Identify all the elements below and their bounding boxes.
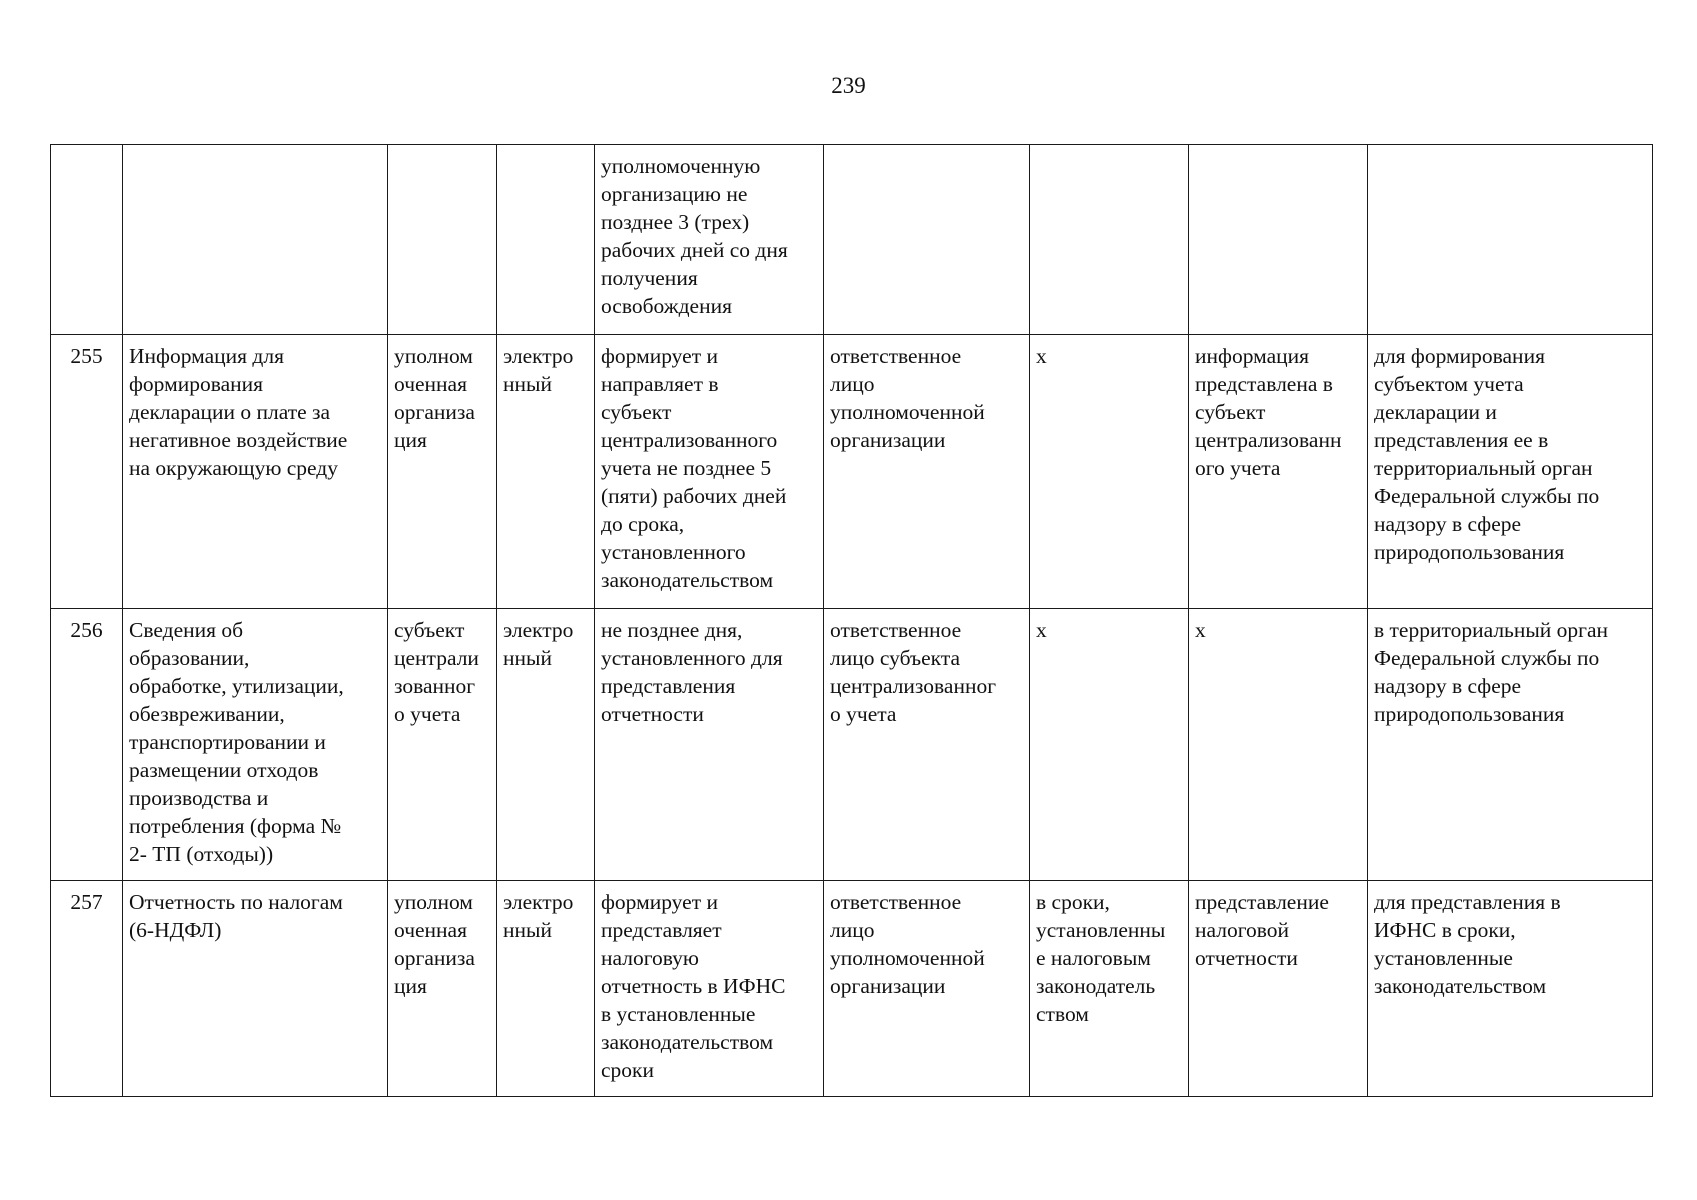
cell-text-line: в сроки, [1036,890,1110,914]
table-row [51,881,1653,1097]
cell-result [1189,609,1368,881]
cell-text-line: представляет [601,918,722,942]
cell-text-line: централизованного [601,428,778,452]
cell-text-line: в территориальный орган [1374,618,1609,642]
cell-text-line: на окружающую среду [129,456,338,480]
cell-text-line: субъект [601,400,672,424]
cell-text-line: налоговой [1195,918,1290,942]
cell-text-line: формирует и [601,890,718,914]
cell-text-line: уполномоченную [601,154,761,178]
cell-text-line: производства и [129,786,269,810]
cell-text-line: субъект [394,618,465,642]
page-number: 239 [831,73,866,98]
cell-text-line: рабочих дней со дня [601,238,788,262]
cell-text-line: централи [394,646,479,670]
cell-text-line: организацию не [601,182,748,206]
cell-text-line: ответственное [830,890,962,914]
cell-text-line: е налоговым [1036,946,1151,970]
cell-text-line: (6-НДФЛ) [129,918,222,942]
cell-text-line: формирует и [601,344,718,368]
cell-text-line: зованног [394,674,476,698]
cell-text-line: представление [1195,890,1329,914]
cell-text-line: нный [503,646,552,670]
cell-text-line: электро [503,344,574,368]
cell-text-line: формирования [129,372,264,396]
cell-text-line: электро [503,618,574,642]
table-row [51,145,1653,335]
cell-name [123,335,388,609]
cell-text-line: не позднее дня, [601,618,743,642]
cell-text-line: для представления в [1374,890,1561,914]
table-row [51,335,1653,609]
cell-procedure [595,881,824,1097]
cell-deadline [1030,881,1189,1097]
cell-text-line: обработке, утилизации, [129,674,344,698]
cell-source [388,609,497,881]
cell-text-line: декларации и [1374,400,1497,424]
cell-text-line: надзору в сфере [1374,512,1522,536]
cell-source [388,881,497,1097]
document-table [50,144,1653,1097]
cell-text-line: законодатель [1036,974,1156,998]
cell-text-line: уполномоченной [830,400,985,424]
cell-text-line: о учета [394,702,461,726]
cell-text-line: декларации о плате за [129,400,331,424]
cell-deadline [1030,609,1189,881]
cell-result [1189,145,1368,335]
cell-text-line: для формирования [1374,344,1545,368]
cell-text-line: отчетности [1195,946,1298,970]
cell-deadline [1030,145,1189,335]
cell-text-line: отчетности [601,702,704,726]
cell-text-line: территориальный орган [1374,456,1593,480]
cell-text-line: природопользования [1374,702,1565,726]
cell-text-line: централизованног [830,674,997,698]
cell-text-line: налоговую [601,946,699,970]
cell-text-line: установленны [1036,918,1166,942]
cell-text-line: потребления (форма № [129,814,342,838]
cell-result [1189,881,1368,1097]
cell-text-line: централизованн [1195,428,1342,452]
cell-text-line: электро [503,890,574,914]
table-body [51,145,1653,1097]
cell-text-line: x [1195,618,1206,642]
cell-responsible [824,881,1030,1097]
cell-name [123,145,388,335]
cell-text-line: учета не позднее 5 [601,456,772,480]
cell-format [497,335,595,609]
cell-format [497,145,595,335]
cell-text-line: размещении отходов [129,758,319,782]
cell-text-line: обезвреживании, [129,702,285,726]
cell-text-line: законодательством [601,568,774,592]
cell-text-line: x [1036,344,1047,368]
cell-text-line: лицо субъекта [830,646,961,670]
cell-deadline [1030,335,1189,609]
cell-text-line: x [1036,618,1047,642]
cell-purpose [1368,609,1653,881]
cell-row-number: 256 [51,609,123,881]
cell-text-line: нный [503,918,552,942]
cell-text-line: ответственное [830,618,962,642]
cell-format [497,609,595,881]
cell-text-line: информация [1195,344,1310,368]
cell-text-line: оченная [394,918,467,942]
cell-text-line: представления ее в [1374,428,1549,452]
cell-procedure [595,609,824,881]
cell-source [388,145,497,335]
cell-text-line: 2- ТП (отходы)) [129,842,274,866]
cell-text-line: представления [601,674,736,698]
cell-text-line: законодательством [1374,974,1547,998]
cell-result [1189,335,1368,609]
cell-text-line: представлена в [1195,372,1333,396]
cell-text-line: отчетность в ИФНС [601,974,786,998]
cell-row-number [51,145,123,335]
cell-name [123,609,388,881]
cell-procedure [595,335,824,609]
cell-text-line: ответственное [830,344,962,368]
cell-text-line: уполном [394,890,473,914]
cell-responsible [824,145,1030,335]
cell-text-line: получения [601,266,698,290]
cell-text-line: в установленные [601,1002,756,1026]
cell-text-line: установленного для [601,646,783,670]
cell-text-line: Федеральной службы по [1374,484,1600,508]
cell-text-line: организа [394,400,475,424]
cell-text-line: природопользования [1374,540,1565,564]
cell-text-line: сроки [601,1058,654,1082]
table-row [51,609,1653,881]
cell-text-line: Информация для [129,344,284,368]
cell-text-line: субъектом учета [1374,372,1524,396]
cell-text-line: лицо [830,918,875,942]
cell-text-line: нный [503,372,552,396]
cell-text-line: уполном [394,344,473,368]
cell-procedure [595,145,824,335]
cell-text-line: субъект [1195,400,1266,424]
cell-text-line: ИФНС в сроки, [1374,918,1516,942]
cell-row-number: 257 [51,881,123,1097]
cell-text-line: организации [830,428,946,452]
cell-text-line: о учета [830,702,897,726]
cell-text-line: законодательством [601,1030,774,1054]
cell-text-line: Отчетность по налогам [129,890,343,914]
cell-text-line: освобождения [601,294,732,318]
cell-text-line: до срока, [601,512,685,536]
cell-purpose [1368,335,1653,609]
cell-text-line: оченная [394,372,467,396]
cell-text-line: образовании, [129,646,250,670]
cell-text-line: ством [1036,1002,1089,1026]
cell-text-line: направляет в [601,372,719,396]
cell-text-line: позднее 3 (трех) [601,210,750,234]
cell-text-line: установленного [601,540,746,564]
cell-text-line: организа [394,946,475,970]
cell-text-line: организации [830,974,946,998]
cell-purpose [1368,145,1653,335]
cell-format [497,881,595,1097]
cell-responsible [824,335,1030,609]
cell-row-number: 255 [51,335,123,609]
cell-text-line: лицо [830,372,875,396]
cell-name [123,881,388,1097]
cell-text-line: ция [394,428,427,452]
cell-text-line: ция [394,974,427,998]
cell-purpose [1368,881,1653,1097]
cell-source [388,335,497,609]
cell-text-line: надзору в сфере [1374,674,1522,698]
cell-text-line: негативное воздействие [129,428,348,452]
cell-text-line: ого учета [1195,456,1281,480]
cell-text-line: (пяти) рабочих дней [601,484,787,508]
cell-text-line: Сведения об [129,618,244,642]
cell-text-line: установленные [1374,946,1513,970]
cell-responsible [824,609,1030,881]
cell-text-line: уполномоченной [830,946,985,970]
cell-text-line: Федеральной службы по [1374,646,1600,670]
cell-text-line: транспортировании и [129,730,326,754]
